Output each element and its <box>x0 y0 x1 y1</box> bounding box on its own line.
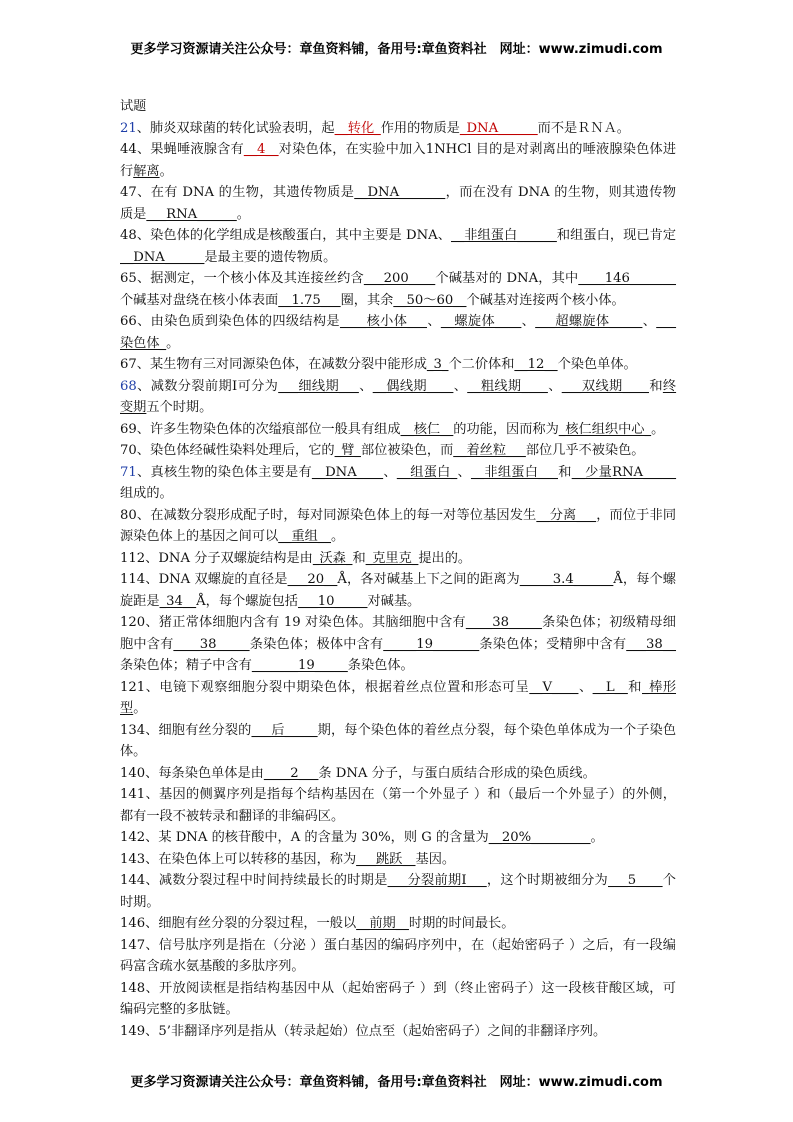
question-item <box>120 569 676 612</box>
question-text: 的功能，因而称为 <box>453 421 559 437</box>
question-number: 48 <box>120 228 137 243</box>
question-text: 、果蝇唾液腺含有 <box>136 142 244 157</box>
question-item <box>120 268 676 311</box>
footer-banner: 更多学习资源请关注公众号：章鱼资料铺，备用号:章鱼资料社 网址：www.zimudi.com <box>130 1075 663 1090</box>
question-item <box>120 612 676 677</box>
answer-blank: __12__ <box>514 357 558 372</box>
answer-blank: __非组蛋白___ <box>470 464 558 480</box>
question-item <box>120 1021 676 1043</box>
question-text: 。 <box>159 163 173 179</box>
question-number: 65 <box>120 271 137 286</box>
answer-blank: __DNA____ <box>311 464 384 480</box>
question-text: 圈，其余 <box>340 292 394 308</box>
answer-blank: 终变期 <box>120 378 677 415</box>
answer-blank: __50～60__ <box>393 292 467 308</box>
answer-blank: ___染色体_ <box>120 314 677 351</box>
answer-blank: ___超螺旋体_____ <box>535 314 643 329</box>
question-item <box>120 139 676 182</box>
question-text: 、 <box>453 378 468 394</box>
question-number: 121 <box>120 679 146 695</box>
question-number: 140 <box>120 765 146 781</box>
question-text: 、 <box>578 679 593 695</box>
question-text: 和组蛋白，现已肯定 <box>556 228 677 243</box>
question-text: ，而位于非同源染色体上的基因之间可以 <box>120 507 677 544</box>
answer-blank: _DNA______ <box>459 120 538 136</box>
question-text: 提出的。 <box>418 550 472 566</box>
question-text: 、染色体的化学组成是核酸蛋白，其中主要是 DNA、 <box>136 228 451 243</box>
question-item <box>120 419 676 441</box>
question-number: 47 <box>120 185 137 200</box>
question-text: 部位被染色，而 <box>360 443 454 458</box>
question-text: 期，每个染色体的着丝点分裂，每个染色单体成为一个子染色体。 <box>120 722 677 759</box>
answer-blank: ___5____ <box>608 873 663 888</box>
question-number: 149 <box>120 1023 146 1039</box>
question-text: 、染色体经碱性染料处理后，它的 <box>136 443 335 458</box>
question-number: 120 <box>120 615 146 630</box>
answer-blank: _______19_____ <box>251 658 348 673</box>
question-item <box>120 784 676 827</box>
question-text: 、在有 DNA 的生物，其遗传物质是 <box>136 185 355 200</box>
question-item <box>120 849 676 871</box>
question-text: 、某 DNA 的核苷酸中，A 的含量为 30%，则 G 的含量为 <box>145 830 489 845</box>
question-text: 条染色体；精子中含有 <box>120 658 252 673</box>
question-item <box>120 720 676 763</box>
question-text: 和 <box>648 378 663 394</box>
question-text: 、 <box>521 314 536 329</box>
question-number: 21 <box>120 120 137 136</box>
answer-blank: __重组__ <box>278 529 331 544</box>
question-text: 作用的物质是 <box>380 120 460 136</box>
answer-blank: ___38__ <box>626 636 677 652</box>
question-item <box>120 978 676 1021</box>
question-text: 、许多生物染色体的次缢痕部位一般具有组成 <box>136 421 401 437</box>
question-text: 条染色体。 <box>347 658 414 673</box>
question-text: 组成的。 <box>120 486 173 501</box>
question-item <box>120 311 676 354</box>
answer-blank: ___分裂前期Ⅰ___ <box>387 873 487 888</box>
question-item <box>120 913 676 935</box>
question-text: 、电镜下观察细胞分裂中期染色体，根据着丝点位置和形态可呈 <box>145 679 530 695</box>
answer-blank: ____38_____ <box>173 636 250 652</box>
question-text: 。 <box>590 830 604 845</box>
question-text: 、 <box>642 314 657 329</box>
question-text: 和 <box>627 679 643 695</box>
answer-blank: _臂_ <box>334 443 361 458</box>
question-number: 69 <box>120 421 137 437</box>
answer-blank: __DNA______ <box>120 249 205 265</box>
question-item <box>120 827 676 849</box>
question-text: 是最主要的遗传物质。 <box>204 249 337 265</box>
answer-blank: ____核小体___ <box>339 314 428 329</box>
answer-blank: ___双线期____ <box>561 378 649 394</box>
question-text: 个碱基对盘绕在核小体表面 <box>120 292 279 308</box>
question-text: 时期的时间最长。 <box>408 916 515 931</box>
answer-blank: ___细线期___ <box>278 378 359 394</box>
question-text: 、猪正常体细胞内含有 19 对染色体。其脑细胞中含有 <box>145 615 466 630</box>
question-text: 条染色体；初级精母细胞中含有 <box>120 615 676 652</box>
question-text: ，这个时期被细分为 <box>486 873 608 888</box>
question-text: 和 <box>352 550 366 566</box>
question-text: 、由染色质到染色体的四级结构是 <box>136 314 340 329</box>
question-text: 个碱基对的 DNA，其中 <box>435 271 579 286</box>
question-number: 66 <box>120 314 137 329</box>
answer-blank: _34__ <box>159 593 197 609</box>
answer-blank: _沃森_ <box>312 550 353 566</box>
question-text: ，而在没有 DNA 的生物，则其遗传物质是 <box>120 185 676 222</box>
answer-blank: ___20__ <box>287 572 338 587</box>
question-text: 条染色体；极体中含有 <box>249 636 384 652</box>
question-number: 114 <box>120 572 146 587</box>
answer-blank: ____2___ <box>263 765 319 781</box>
question-number: 70 <box>120 443 137 458</box>
answer-blank: _____3.4______ <box>519 572 614 587</box>
question-text: 、减数分裂过程中时间持续最长的时期是 <box>145 873 388 888</box>
question-text: 个二价体和 <box>448 357 515 372</box>
question-number: 148 <box>120 980 146 996</box>
answer-blank: ___10_____ <box>297 593 368 609</box>
question-text: 、基因的侧翼序列是指每个结构基因在（第一个外显子 ）和（最后一个外显子）的外侧，都有一段不被转录和翻译的非编码区。 <box>120 787 676 824</box>
question-number: 146 <box>120 916 146 931</box>
question-text: 个时期。 <box>120 873 676 910</box>
answer-blank: __少量RNA_____ <box>571 464 677 480</box>
question-text: 。 <box>331 529 345 544</box>
answer-blank: __组蛋白_ <box>396 464 458 480</box>
question-text: 、 <box>427 314 441 329</box>
document-body <box>120 96 676 1042</box>
answer-blank: ___200____ <box>363 271 436 286</box>
question-text: 、肺炎双球菌的转化试验表明，起 <box>136 120 335 136</box>
question-number: 44 <box>120 142 137 157</box>
question-text: 、减数分裂前期Ⅰ可分为 <box>136 378 279 394</box>
answer-blank: ___后_____ <box>251 722 318 738</box>
section-title: 试题 <box>120 99 147 114</box>
answer-blank: ___跳跃__ <box>356 851 416 867</box>
question-text: 对碱基。 <box>367 593 421 609</box>
question-text: 和 <box>558 464 572 480</box>
question-item <box>120 462 676 505</box>
question-number: 134 <box>120 722 146 738</box>
answer-blank: __偶线期____ <box>372 378 454 394</box>
answer-blank: __前期__ <box>356 916 409 931</box>
answer-blank: __着丝粒___ <box>453 443 526 458</box>
question-number: 68 <box>120 378 137 394</box>
question-number: 143 <box>120 851 146 867</box>
answer-blank: __粗线期____ <box>467 378 548 394</box>
answer-blank: __非组蛋白______ <box>450 228 557 243</box>
question-text: 。 <box>236 206 250 222</box>
question-item <box>120 225 676 268</box>
answer-blank: ___RNA______ <box>146 206 237 222</box>
question-text: 、每条染色单体是由 <box>145 765 264 781</box>
question-text: Å，每个螺旋距是 <box>120 572 676 609</box>
question-text: 个碱基对连接两个核小体。 <box>466 292 625 308</box>
question-text: 、细胞有丝分裂的分裂过程，一般以 <box>145 916 357 931</box>
question-text: 基因。 <box>415 851 456 867</box>
question-text: 五个时期。 <box>146 400 213 415</box>
answer-blank: __1.75___ <box>278 292 341 308</box>
answer-blank: _____19_______ <box>383 636 480 652</box>
answer-blank: __20%_________ <box>488 830 591 845</box>
question-text: 、DNA 分子双螺旋结构是由 <box>145 550 313 566</box>
answer-blank: _克里克_ <box>365 550 419 566</box>
question-text: 个染色单体。 <box>557 357 637 372</box>
question-text: 、在染色体上可以转移的基因，称为 <box>145 851 357 867</box>
question-item <box>120 935 676 978</box>
question-item <box>120 182 676 225</box>
answer-blank: __V____ <box>529 679 579 695</box>
answer-blank: __DNA_______ <box>354 185 446 200</box>
question-text: 条 DNA 分子，与蛋白质结合形成的染色质线。 <box>318 765 596 781</box>
question-text: 、真核生物的染色体主要是有 <box>136 464 312 480</box>
question-item <box>120 440 676 462</box>
question-number: 80 <box>120 507 137 523</box>
question-text: 、 <box>383 464 397 480</box>
question-number: 142 <box>120 830 146 845</box>
question-text: 、在减数分裂形成配子时，每对同源染色体上的每一对等位基因发生 <box>136 507 537 523</box>
answer-blank: _核仁组织中心_ <box>558 421 652 437</box>
question-item <box>120 870 676 913</box>
question-text: 、5’非翻译序列是指从（转录起始）位点至（起始密码子）之间的非翻译序列。 <box>145 1023 607 1039</box>
question-text: 、某生物有三对同源染色体，在减数分裂中能形成 <box>136 357 427 372</box>
question-number: 112 <box>120 550 146 566</box>
question-item <box>120 354 676 376</box>
question-text: 、据测定，一个核小体及其连接丝约含 <box>136 271 364 286</box>
question-text: 。 <box>166 335 180 351</box>
question-number: 141 <box>120 787 146 802</box>
question-text: 、开放阅读框是指结构基因中从（起始密码子 ）到（终止密码子）这一段核苷酸区域，可编码完整的多肽链。 <box>120 980 676 1017</box>
question-text: Å，各对碱基上下之间的距离为 <box>337 572 520 587</box>
question-text: 。 <box>651 421 665 437</box>
question-text: 、细胞有丝分裂的 <box>145 722 252 738</box>
question-number: 71 <box>120 464 137 480</box>
question-number: 147 <box>120 937 146 953</box>
question-number: 144 <box>120 873 146 888</box>
question-text: Å，每个螺旋包括 <box>196 593 298 609</box>
answer-blank: __核仁__ <box>400 421 454 437</box>
question-text: 、 <box>358 378 373 394</box>
question-text: 、DNA 双螺旋的直径是 <box>145 572 288 587</box>
question-item <box>120 548 676 570</box>
question-item <box>120 118 676 140</box>
question-item <box>120 376 676 419</box>
answer-blank: __转化_ <box>334 120 381 136</box>
answer-blank: __4__ <box>243 142 279 157</box>
answer-blank: __螺旋体____ <box>440 314 522 329</box>
question-list <box>120 118 676 1043</box>
header-banner: 更多学习资源请关注公众号：章鱼资料铺，备用号:章鱼资料社 网址：www.zimudi.com <box>130 42 663 57</box>
answer-blank: __分离___ <box>536 507 597 523</box>
answer-blank: 解离 <box>133 163 160 179</box>
answer-blank: _棒形型 <box>120 679 677 716</box>
question-text: 、 <box>547 378 562 394</box>
answer-blank: __L__ <box>592 679 628 695</box>
answer-blank: ____146_______ <box>578 271 677 286</box>
question-number: 67 <box>120 357 137 372</box>
question-text: 、信号肽序列是指在（分泌 ）蛋白基因的编码序列中，在（起始密码子 ）之后，有一段编码富含疏水氨基酸的多肽序列。 <box>120 937 676 974</box>
question-item <box>120 505 676 548</box>
question-text: 部位几乎不被染色。 <box>525 443 645 458</box>
question-item <box>120 677 676 720</box>
question-text: 条染色体；受精卵中含有 <box>479 636 627 652</box>
question-text: 。 <box>133 701 147 716</box>
question-text: 而不是ＲＮＡ。 <box>537 120 630 136</box>
answer-blank: _3_ <box>426 357 449 372</box>
question-text: 对染色体，在实验中加入1NHCl 目的是对剥离出的唾液腺染色体进行 <box>120 142 677 179</box>
question-text: 、 <box>457 464 471 480</box>
answer-blank: ____38_____ <box>465 615 542 630</box>
question-item <box>120 763 676 785</box>
